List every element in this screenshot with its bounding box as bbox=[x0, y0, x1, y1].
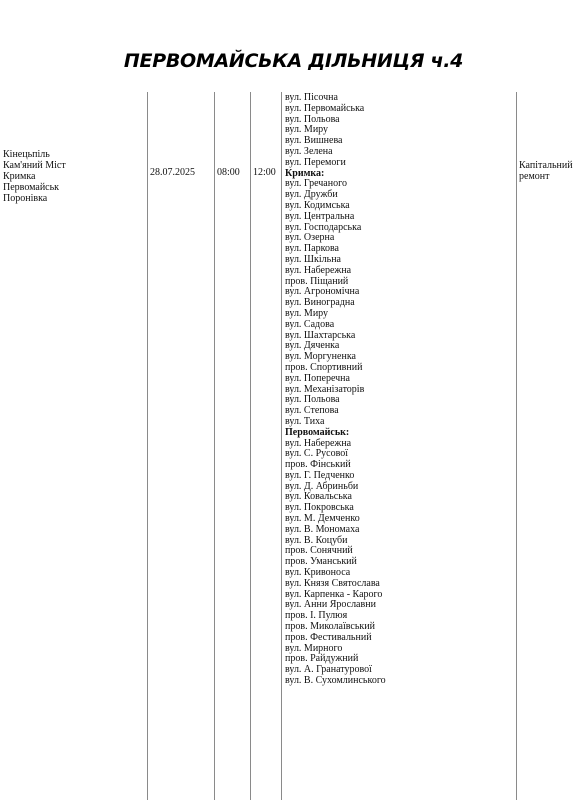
street-item: вул. В. Сухомлинського bbox=[285, 675, 386, 687]
street-item: вул. В. Коцуби bbox=[285, 534, 348, 546]
time-end-cell: 12:00 bbox=[253, 167, 276, 178]
street-item: вул. Кривоноса bbox=[285, 567, 351, 579]
street-item: вул. Моргуненка bbox=[285, 351, 356, 363]
column-divider bbox=[147, 92, 148, 800]
street-item: вул. Дяченка bbox=[285, 340, 340, 352]
street-item: вул. Паркова bbox=[285, 243, 339, 255]
street-item: вул. Миру bbox=[285, 307, 329, 319]
street-item: вул. Вишнева bbox=[285, 135, 343, 147]
date-cell: 28.07.2025 bbox=[150, 167, 195, 178]
street-item: вул. Зелена bbox=[285, 145, 333, 157]
settlements-cell bbox=[3, 149, 66, 204]
street-item: вул. Польова bbox=[285, 113, 340, 125]
street-item: вул. Кодимська bbox=[285, 199, 350, 211]
street-item: вул. Перемоги bbox=[285, 156, 346, 168]
settlement-name: Поронівка bbox=[3, 193, 48, 204]
column-divider bbox=[214, 92, 215, 800]
street-item: вул. Механізаторів bbox=[285, 383, 365, 395]
street-item: вул. Набережна bbox=[285, 437, 352, 449]
street-item: вул. Озерна bbox=[285, 232, 335, 244]
street-item: вул. Набережна bbox=[285, 264, 352, 276]
street-item: вул. Покровська bbox=[285, 502, 354, 514]
settlement-name: Первомайськ bbox=[3, 182, 60, 193]
street-item: пров. Спортивний bbox=[285, 361, 363, 373]
street-item: вул. Миру bbox=[285, 124, 329, 136]
street-item: вул. М. Демченко bbox=[285, 513, 360, 525]
time-start-cell: 08:00 bbox=[217, 167, 240, 178]
street-item: вул. В. Мономаха bbox=[285, 523, 360, 535]
street-item: пров. Сонячний bbox=[285, 545, 353, 557]
street-item: вул. Дружби bbox=[285, 189, 338, 201]
street-item: вул. Анни Ярославни bbox=[285, 599, 376, 611]
street-group-heading: Кримка: bbox=[285, 167, 325, 179]
street-item: вул. Гречаного bbox=[285, 178, 347, 190]
settlement-name: Кримка bbox=[3, 171, 36, 182]
street-item: пров. Миколаївський bbox=[285, 621, 375, 633]
street-item: вул. Шахтарська bbox=[285, 329, 356, 341]
street-item: вул. Агрономічна bbox=[285, 286, 360, 298]
street-item: вул. Г. Педченко bbox=[285, 469, 355, 481]
street-item: пров. Фестивальний bbox=[285, 631, 372, 643]
column-divider bbox=[281, 92, 282, 800]
street-item: вул. С. Русової bbox=[285, 448, 349, 460]
page-title: ПЕРВОМАЙСЬКА ДІЛЬНИЦЯ ч.4 bbox=[123, 50, 464, 72]
street-item: пров. Уманський bbox=[285, 556, 357, 568]
street-item: вул. Д. Абриньби bbox=[285, 480, 359, 492]
street-item: вул. Степова bbox=[285, 405, 339, 417]
column-divider bbox=[250, 92, 251, 800]
street-item: вул. Господарська bbox=[285, 221, 362, 233]
street-item: вул. Польова bbox=[285, 394, 340, 406]
street-item: пров. І. Пулюя bbox=[285, 610, 348, 622]
street-item: вул. Поперечна bbox=[285, 372, 350, 384]
street-item: вул. Тиха bbox=[285, 415, 325, 427]
street-item: вул. Первомайська bbox=[285, 102, 365, 114]
street-group-heading: Первомайськ: bbox=[285, 426, 350, 438]
street-item: вул. Садова bbox=[285, 318, 335, 330]
street-item: вул. Карпенка - Карого bbox=[285, 588, 383, 600]
street-item: пров. Піщаний bbox=[285, 275, 349, 287]
street-item: вул. А. Гранатурової bbox=[285, 664, 372, 676]
column-divider bbox=[516, 92, 517, 800]
street-item: вул. Шкільна bbox=[285, 253, 341, 265]
street-item: вул. Ковальська bbox=[285, 491, 352, 503]
street-item: вул. Мирного bbox=[285, 642, 343, 654]
street-item: вул. Пісочна bbox=[285, 92, 338, 103]
street-item: пров. Райдужний bbox=[285, 653, 359, 665]
settlement-name: Кам'яний Міст bbox=[3, 160, 66, 171]
note-cell bbox=[519, 160, 573, 182]
street-item: пров. Фінський bbox=[285, 459, 351, 471]
street-item: вул. Центральна bbox=[285, 210, 355, 222]
note-line: ремонт bbox=[519, 171, 550, 182]
streets-cell bbox=[285, 93, 386, 687]
settlement-name: Кінецьпіль bbox=[3, 149, 50, 160]
street-item: вул. Виноградна bbox=[285, 297, 355, 309]
note-line: Капітальний bbox=[519, 160, 573, 171]
street-item: вул. Князя Святослава bbox=[285, 577, 380, 589]
